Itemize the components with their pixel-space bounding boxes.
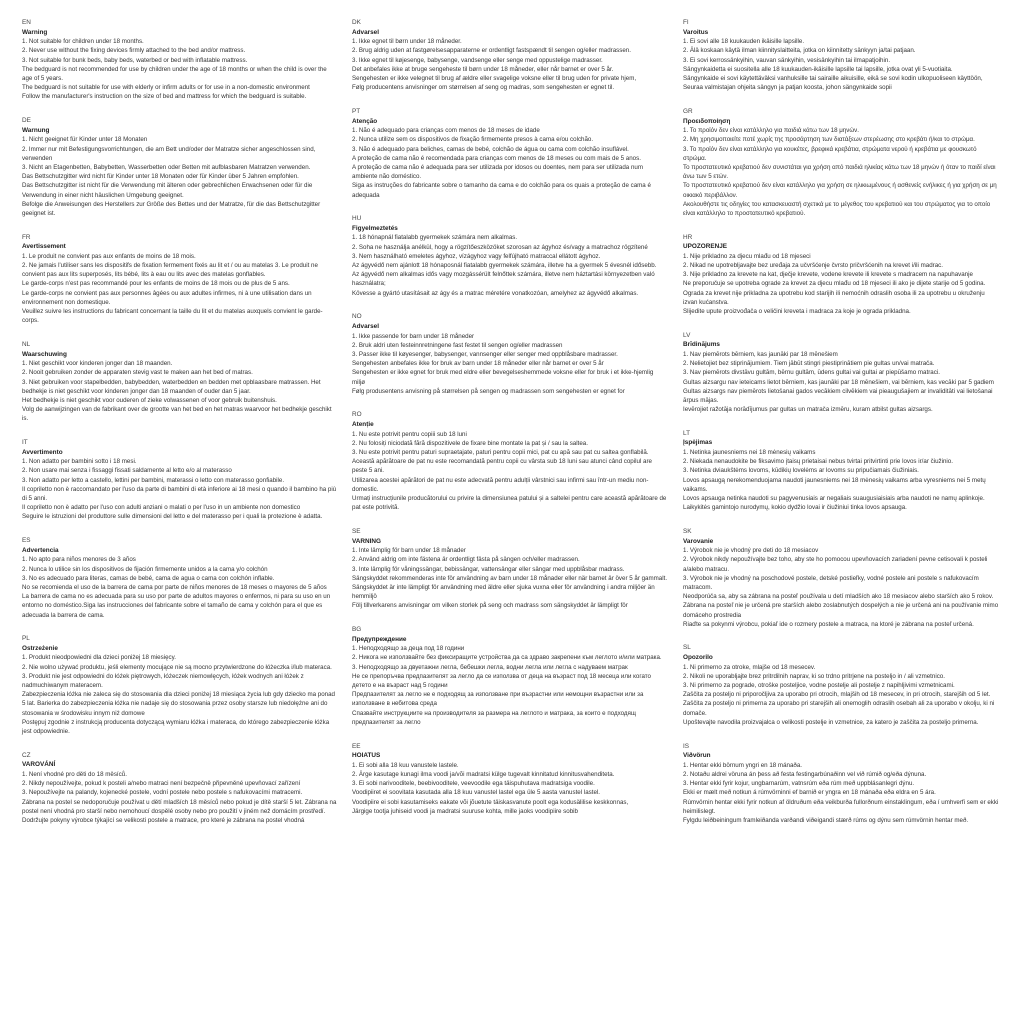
language-code: DE <box>22 117 31 125</box>
warning-section-hr <box>683 233 999 317</box>
warning-line: Sängynkaidetta ei suositella alle 18 kuukauden-ikäisille lapsille tai lapsille, jotka ovat yli 5-vuotiaita. <box>683 65 953 73</box>
language-code: SK <box>683 527 692 535</box>
warning-heading: VARNING <box>352 537 381 545</box>
warning-section-lt <box>683 429 999 513</box>
warning-line: Følg producentens anvisninger om størrelsen af seng og madras, som sengehesten er egnet til. <box>352 84 615 92</box>
warning-line: 1. Výrobok nie je vhodný pre deti do 18 mesiacov <box>683 547 819 555</box>
warning-line: Postępuj zgodnie z instrukcją producenta dotyczącą wymiaru łóżka i materaca, do którego zabezpieczenie łóżka jest odpowiednie. <box>22 718 330 736</box>
warning-line: Το προστατευτικό κρεβατιού δεν συνιστάται για χρήση από παιδιά ηλικίας κάτω των 18 μηνών ή όταν το παιδί είναι άνω των 5 ετών. <box>683 163 996 181</box>
language-code: SE <box>352 527 361 535</box>
warning-heading: Advarsel <box>352 28 379 36</box>
warning-line: 1. Ei sovi alle 18 kuukauden ikäisille lapsille. <box>683 38 805 46</box>
warning-line: 1. Ikke passende for barn under 18 måneder <box>352 332 475 340</box>
warning-line: 2. Výrobok nikdy nepoužívajte bez toho, aby ste ho pomocou upevňovacích zariadení pevne cetisovali k posteli a/alebo matracu. <box>683 556 988 573</box>
warning-line: 1. Inte lämplig för barn under 18 månader <box>352 547 466 555</box>
language-code: LT <box>683 429 690 437</box>
language-code: PL <box>22 635 30 643</box>
warning-heading: Warnung <box>22 126 50 134</box>
warning-line: Följ tillverkarens anvisningar om vilken storlek på seng och madrass som sängskyddet är lämpligt för <box>352 602 628 610</box>
warning-line: 3. Passer ikke til køyesenger, babysenger, vannsenger eller senger med oppblåsbare madrasser. <box>352 350 618 358</box>
warning-heading: Brīdinājums <box>683 341 720 349</box>
language-code: HR <box>683 233 693 241</box>
warning-line: 2. Nelietojiet bez stiprinājumiem. Tiem jābūt stingri piestiprinātiem pie gultas un/vai matrača. <box>683 360 935 368</box>
language-code: NL <box>22 340 31 348</box>
warning-line: Το προστατευτικό κρεβατιού δεν είναι κατάλληλο για χρήση σε ηλικιωμένους ή ασθενείς ενήλικες ή για χρήση σε μη οικιακό περιβάλλον. <box>683 182 997 199</box>
warning-line: Slijedite upute proizvođača o veličini kreveta i madraca za koje je ograda prikladna. <box>683 308 911 316</box>
warning-heading: Atenție <box>352 421 374 429</box>
warning-heading: UPOZORENJE <box>683 243 728 251</box>
warning-line: Zabezpieczenia łóżka nie zaleca się do stosowania dla dzieci poniżej 18 miesiąca życia lub gdy dziecko ma ponad 5 lat. Barierka do zabezpieczenia łóżka nie nadaje się do stosowania przez osoby starsze lub niedołężne ani do stosowania w środowisku innym niż domowe <box>22 691 335 717</box>
warning-line: Le garde-corps n'est pas recommandé pour les enfants de moins de 18 mois ou de plus de 5 ans. <box>22 280 290 288</box>
warning-line: Sengehesten er ikke egnet for bruk med eldre eller bevegelseshemmede voksne eller for bruk i et ikke-hjemlig miljø <box>352 369 654 386</box>
language-code: EN <box>22 19 31 26</box>
warning-line: Laikykitės gamintojo nurodymų, kokio dydžio lovai ir čiužiniui tinka lovos apsauga. <box>683 504 907 512</box>
language-code: FI <box>683 19 689 26</box>
warning-line: 1. Netinka jaunesniems nei 18 mėnesių vaikams <box>683 449 816 457</box>
warning-line: The bedguard is not suitable for use with elderly or infirm adults or for use in a non-domestic environment <box>22 84 310 92</box>
warning-section-bg <box>352 625 668 727</box>
language-code: FR <box>22 233 31 241</box>
warning-line: 3. Ikke egnet til køjesenge, babysenge, vandsenge eller senge med oppustelige madrasser. <box>352 56 603 64</box>
warning-line: Sängynkaide ei sovi käytettäväksi vanhuksille tai sairaille aikuisille, eikä se sovi kodin ulkopuoliseen käyttöön, <box>683 75 983 82</box>
column-left <box>22 18 338 840</box>
warning-line: 2. Никога не използвайте без фиксиращите устройства да са здраво закрепени към леглото и/или матрака. <box>352 654 662 662</box>
warning-line: 3. Výrobok nie je vhodný na poschodové postele, detské postieľky, vodné postele ani postele s nafukovacím matracom. <box>683 574 979 591</box>
warning-line: Ne preporučuje se upotreba ograde za krevet za djecu mlađu od 18 mjeseci ili ako je dijete starije od 5 godina. <box>683 280 986 288</box>
warning-line: 1. Não é adequado para crianças com menos de 18 meses de idade <box>352 127 540 135</box>
warning-line: 2. Bruk aldri uten festeinnretningene fast festet til sengen og/eller madrassen <box>352 341 563 349</box>
warning-line: Riaďte sa pokynmi výrobcu, pokiaľ ide o rozmery postele a matraca, na ktoré je zábrana na posteľ určená. <box>683 620 974 628</box>
warning-heading: Advarsel <box>352 322 379 330</box>
warning-line: 2. Nunca lo utilice sin los dispositivos de fijación firmemente unidos a la cama y/o colchón <box>22 565 268 573</box>
warning-line: 1. No apto para niños menores de 3 años <box>22 556 136 564</box>
warning-line: 1. Ni primerno za otroke, mlajše od 18 mesecev. <box>683 663 816 671</box>
warning-line: Veuillez suivre les instructions du fabricant concernant la taille du lit et du matelas auxquels convient le garde-corps. <box>22 308 323 325</box>
language-code: NO <box>352 313 362 321</box>
warning-line: 2. Brug aldrig uden at fastgørelsesapparaterne er ordentligt fastspændt til sengen og/eller madrassen. <box>352 47 631 55</box>
warning-heading: Atenção <box>352 117 378 125</box>
warning-line: 1. Ei sobi alla 18 kuu vanustele lastele. <box>352 761 459 769</box>
warning-line: Das Bettschutzgitter ist nicht für die Verwendung mit älteren oder gebrechlichen Erwachsenen oder für die Verwendung in einer nicht häuslichen Umgebung geeignet. <box>22 182 313 199</box>
warning-line: Această apărătoare de pat nu este recomandată pentru copii cu vârsta sub 18 luni sau atunci când copilul are peste 5 ani. <box>352 458 652 475</box>
warning-line: Sengehesten anbefales ikke for bruk av barn under 18 måneder eller når barnet er over 5 år <box>352 360 604 368</box>
warning-line: 2. Notaðu aldrei vöruna án þess að festa festingarbúnaðinn vel við rúmið og/eða dýnuna. <box>683 770 927 778</box>
warning-line: 2. Immer nur mit Befestigungsvorrichtungen, die am Bett und/oder der Matratze sicher angeschlossen sind, verwenden <box>22 145 316 162</box>
warning-section-it <box>22 438 338 522</box>
warning-heading: Avertissement <box>22 243 66 251</box>
warning-heading: Įspėjimas <box>683 439 713 447</box>
warning-line: Järgige tootja juhiseid voodi ja madratsi suuruse kohta, mille jaoks voodipiire sobib <box>352 807 578 815</box>
warning-heading: Varoitus <box>683 28 709 36</box>
warning-line: 3. Nije prikladno za krevete na kat, dječje krevete, vodene krevete ili krevete s madracem na napuhavanje <box>683 271 973 279</box>
warning-line: 1. Produkt nieodpowiedni dla dzieci poniżej 18 miesięcy. <box>22 654 176 662</box>
warning-line: 3. Produkt nie jest odpowiedni do łóżek piętrowych, łóżeczek niemowlęcych, łóżek wodnych ani łóżek z nadmuchiwanym materacem. <box>22 672 304 690</box>
warning-line: 3. Hentar ekki fyrir kojur, ungbarnarúm, vatnsrúm eða rúm með uppblásanlegri dýnu. <box>683 780 915 788</box>
warning-section-cz <box>22 751 338 825</box>
warning-line: Befolge die Anweisungen des Herstellers zur Größe des Bettes und der Matratze, für die das Bettschutzgitter geeignet ist. <box>22 200 321 217</box>
warning-section-pt <box>352 107 668 200</box>
warning-heading: Viðvörun <box>683 752 711 760</box>
warning-line: 3. Nu este potrivit pentru paturi supraetajate, paturi pentru copii mici, pat cu apă sau pat cu saltea gonflabilă. <box>352 449 649 457</box>
warning-line: Zaščita za posteljo ni primerna za uporabo pri starejših ali onemoglih odraslih osebah ali za uporabo v okolju, ki ni domače. <box>683 700 995 717</box>
language-code: LV <box>683 331 691 339</box>
warning-line: Zaščita za posteljo ni priporočljiva za uporabo pri otrocih, mlajših od 18 mesecev, in pri otrocih, starejših od 5 let. <box>683 691 991 699</box>
warning-line: 3. No es adecuado para literas, camas de bebé, cama de agua o cama con colchón inflable. <box>22 574 275 582</box>
warning-line: 1. Non adatto per bambini sotto i 18 mesi. <box>22 458 137 466</box>
warning-line: Zábrana na posteľ nie je určená pre starších alebo zoslabnutých dospelých a nie je určená ani na používanie mimo domáceho prostredia <box>683 602 999 619</box>
warning-line: Det anbefales ikke at bruge sengeheste til børn under 18 måneder, eller når barnet er over 5 år. <box>352 65 614 73</box>
warning-line: Ekki er mælt með notkun á rúmvörninni ef barnið er yngra en 18 mánaða eða eldra en 5 ára. <box>683 789 936 797</box>
warning-line: 2. Nooit gebruiken zonder de apparaten stevig vast te maken aan het bed of matras. <box>22 369 253 377</box>
warning-line: 2. Älä koskaan käytä ilman kiinnityslaitteita, jotka on kiinnitetty sänkyyn ja/tai patjaan. <box>683 47 916 55</box>
warning-line: Le garde-corps ne convient pas aux personnes âgées ou aux adultes infirmes, ni à une utilisation dans un environnement non domestique. <box>22 289 312 306</box>
warning-line: Voodipiire ei sobi kasutamiseks eakate või jõuetute täiskasvanute poolt ega kodusälilise keskkonnas, <box>352 798 629 806</box>
warning-line: 2. Nie wolno używać produktu, jeśli elementy mocujące nie są mocno przytwierdzone do łóżeczka i/lub materaca. <box>22 663 332 671</box>
warning-section-se <box>352 527 668 611</box>
warning-line: Kövesse a gyártó utasításait az ágy és a matrac méretére vonatkozóan, amelyhez az ágyvédő alkalmas. <box>352 289 639 297</box>
warning-line: 1. Το προϊόν δεν είναι κατάλληλο για παιδιά κάτω των 18 μηνών. <box>683 127 859 135</box>
warning-line: 3. Not suitable for bunk beds, baby beds, waterbed or bed with inflatable mattress. <box>22 56 248 64</box>
warning-heading: Предупреждение <box>352 635 407 643</box>
warning-line: 1. Ikke egnet til børn under 18 måneder. <box>352 38 462 46</box>
language-code: SL <box>683 644 691 652</box>
warning-section-nl <box>22 340 338 424</box>
warning-line: 3. Το προϊόν δεν είναι κατάλληλο για κουκέτες, βρεφικά κρεβάτια, στρώματα νερού ή κρεβάτια με φουσκωτό στρώμα. <box>683 145 977 162</box>
warning-section-sk <box>683 527 999 629</box>
warning-line: Il copriletto non è adatto per l'uso con adulti anziani o malati o per l'uso in un ambiente non domestico <box>22 504 301 512</box>
warning-heading: Avvertimento <box>22 448 63 456</box>
warning-line: 1. Není vhodné pro děti do 18 měsíců. <box>22 770 127 778</box>
warning-line: No se recomienda el uso de la barrera de cama por parte de niños menores de 18 meses o mayores de 5 años <box>22 583 327 591</box>
warning-line: Zábrana na postel se nedoporučuje používat u dětí mladších 18 měsíců nebo pokud je dítě starší 5 let. Zábrana na postel není vhodná pro starší nebo nemohoucí dospělé osoby nebo pro použití v jiném než domácím prostředí. Dodržujte pokyny výrobce týkající se velikosti postele a matrace, pro které je zábrana na postel vhodná <box>22 798 337 824</box>
language-code: IS <box>683 742 690 750</box>
warning-heading: Advertencia <box>22 546 59 554</box>
warning-line: 3. Inte lämplig för våningssängar, bebissängar, vattensängar eller sängar med uppblåsbar madrass. <box>352 565 625 573</box>
warning-line: Upoštevajte navodila proizvajalca o velikosti postelje in vzmetnice, za katero je zaščita za posteljo primerna. <box>683 718 979 726</box>
warning-heading: Figyelmeztetés <box>352 224 398 232</box>
warning-section-de <box>22 116 338 218</box>
warning-line: 3. Nicht an Etagenbetten, Babybetten, Wasserbetten oder Betten mit aufblasbaren Matratzen verwenden. <box>22 163 311 171</box>
warning-heading: Waarschuwing <box>22 350 67 358</box>
warning-line: 2. Nunca utilize sem os dispositivos de fixação firmemente presos à cama e/ou colchão. <box>352 136 594 144</box>
warning-line: A proteção de cama não é adequada para ser utilizada por idosos ou doentes, nem para ser utilizada num ambiente não doméstico. <box>352 163 643 181</box>
warning-line: 3. Ni primerno za pograde, otroške posteljice, vodne postelje ali postelje z napihljivimi vzmetnicami. <box>683 682 955 690</box>
warning-section-is <box>683 742 999 826</box>
warning-line: 1. Le produit ne convient pas aux enfants de moins de 18 mois. <box>22 252 196 260</box>
language-code: CZ <box>22 751 31 759</box>
warning-line: 2. Non usare mai senza i fissaggi fissati saldamente al letto e/o al materasso <box>22 467 232 475</box>
warning-line: The bedguard is not recommended for use by children under the age of 18 months or when the child is over the age of 5 years. <box>22 65 327 82</box>
warning-line: Seuraa valmistajan ohjeita sängyn ja patjan koosta, johon sängynkaide sopii <box>683 84 892 92</box>
warning-line: 3. Niet gebruiken voor stapelbedden, babybedden, waterbedden en bedden met opblaasbare matrassen. Het bedhekje is niet geschikt voor kinderen jonger dan 18 maanden of ouder dan 5 jaar. <box>22 378 321 395</box>
warning-line: 1. Hentar ekki börnum yngri en 18 mánaða. <box>683 761 803 769</box>
warning-line: 3. Неподходящо за двуетажни легла, бебешки легла, водни легла или легла с надуваем матрак <box>352 663 628 671</box>
warning-line: 3. Nem használható emeletes ágyhoz, vízágyhoz vagy felfújható matraccal ellátott ágyhoz. <box>352 252 601 260</box>
warning-line: 2. Soha ne használja anélkül, hogy a rögzítőeszközöket szorosan az ágyhoz és/vagy a matrachoz rögzítené <box>352 243 648 251</box>
warning-line: Følg produsentens anvisning på størrelsen på sengen og madrassen som sengehesten er egnet for <box>352 387 625 395</box>
warning-line: 3. Non adatto per letto a castello, lettini per bambini, materassi o letto con materasso gonfiabile. <box>22 476 285 484</box>
warning-line: 2. Ärge kasutage kunagi ilma voodi ja/või madratsi külge tugevalt kinnitatud kinnitusvahenditeta. <box>352 770 615 778</box>
warning-section-lv <box>683 331 999 415</box>
warning-line: Rúmvörnin hentar ekki fyrir notkun af öldruðum eða veikburða fullorðnum einstaklingum, eða í umhverfi sem er ekki heimilislegt. <box>683 798 999 815</box>
warning-line: 1. Niet geschikt voor kinderen jonger dan 18 maanden. <box>22 360 173 368</box>
warning-line: Ακολουθήστε τις οδηγίες του κατασκευαστή σχετικά με το μέγεθος του κρεβατιού και του στρώματος για το οποίο είναι κατάλληλο το προστατευτικό κρεβατιού. <box>683 200 991 217</box>
warning-section-pl <box>22 634 338 736</box>
warning-line: 3. Nav piemērots divstāvu gultām, bērnu gultām, ūdens gultai vai gultai ar piepūšamo matraci. <box>683 369 940 377</box>
warning-line: Sengehesten er ikke velegnet til brug af ældre eller svagelige voksne eller til brug uden for private hjem, <box>352 75 637 82</box>
language-code: PT <box>352 107 361 115</box>
warning-line: 3. Netinka dviaukštėms lovoms, kūdikių lovelėms ar lovoms su pripučiamais čiužiniais. <box>683 467 919 475</box>
warning-section-no <box>352 312 668 396</box>
warning-line: Lovos apsaugą nerekomenduojama naudoti jaunesniems nei 18 mėnesių vaikams arba vyresniems nei 5 metų vaikams. <box>683 476 986 493</box>
warning-line: 2. Nu folosiți niciodată fără dispozitivele de fixare bine montate la pat și / sau la saltea. <box>352 439 588 447</box>
warning-line: Het bedhekje is niet geschikt voor ouderen of zieke volwassenen of voor gebruik buitenshuis. <box>22 396 277 404</box>
warning-line: Follow the manufacturer's instruction on the size of bed and mattress for which the bedguard is suitable. <box>22 93 307 101</box>
warning-line: 3. Ei sobi narivooditele, beebivooditele, veevoodile ega täispuhutava madratsiga voodile. <box>352 780 595 788</box>
warning-line: Utilizarea acestei apărători de pat nu este adecvată pentru adulții vârstnici sau infirmi sau într-un mediu non-domestic. <box>352 476 649 493</box>
language-code: ES <box>22 537 31 545</box>
warning-section-en <box>22 18 338 102</box>
warning-heading: Προειδοποίηση <box>683 117 731 125</box>
warning-line: Neodporúča sa, aby sa zábrana na posteľ používala u detí mladších ako 18 mesiacov alebo starších ako 5 rokov. <box>683 593 994 601</box>
warning-line: 2. Använd aldrig om inte fästena är ordentligt fästa på sängen och/eller madrassen. <box>352 556 580 564</box>
warning-section-fi <box>683 18 999 92</box>
warning-line: Az ágyvédő nem alkalmas idős vagy mozgássérült felnőttek számára, illetve nem háztartási környezetben való használatra; <box>352 271 655 288</box>
warning-line: Gultas aizsargu nav ieteicams lietot bērniem, kas jaunāki par 18 mēnešiem, vai bērniem, kas vecāki par 5 gadiem <box>683 378 994 386</box>
warning-section-fr <box>22 233 338 326</box>
warning-line: Urmați instrucțiunile producătorului cu privire la dimensiunea patului și a saltelei pentru care această apărătoare de pat este potrivită. <box>352 495 667 512</box>
warning-line: Sängskyddet rekommenderas inte för användning av barn under 18 månader eller när barnet är över 5 år gammalt. <box>352 574 668 582</box>
warning-line: Ograda za krevet nije prikladna za upotrebu kod starijih ili nemoćnih odraslih osoba ili za upotrebu u okruženju izvan kućanstva. <box>683 289 985 306</box>
warning-section-gr <box>683 107 999 218</box>
warning-line: 3. Nepoužívejte na palandy, kojenecké postele, vodní postele nebo postele s nafukovacími matracemi. <box>22 789 303 797</box>
warning-line: A proteção de cama não é recomendada para crianças com menos de 18 meses ou com mais de 5 anos. <box>352 154 641 162</box>
warning-line: 1. Nu este potrivit pentru copiii sub 18 luni <box>352 430 467 438</box>
warning-heading: Warning <box>22 28 48 36</box>
warning-line: 2. Nikoli ne uporabljajte brez pritrdilnih naprav, ki so trdno pritrjene na posteljo in / ali vzmetnico. <box>683 672 945 680</box>
warning-line: 3. Não é adequado para beliches, camas de bebé, colchão de água ou cama com colchão insuflável. <box>352 145 629 153</box>
warning-line: 1. 18 hónapnál fiatalabb gyermekek számára nem alkalmas. <box>352 234 518 242</box>
warning-line: Gultas aizsargs nav piemērots lietošanai gados vecākiem cilvēkiem vai pieaugušajiem ar invaliditāti vai lietošanai ārpus mājas. <box>683 387 993 404</box>
language-code: RO <box>352 411 362 419</box>
warning-line: La barrera de cama no es adecuada para su uso por parte de adultos mayores o enfermos, ni para su uso en un entorno no doméstico.Siga las instrucciones del fabricante sobre el tamaño de cama y colchón para el que es adecuada la barrera de cama. <box>22 593 331 619</box>
column-right <box>683 18 999 840</box>
warning-line: Az ágyvédő nem ajánlott 18 hónaposnál fiatalabb gyermekek számára, illetve ha a gyermek 5 évesnél idősebb. <box>352 262 657 270</box>
language-code: DK <box>352 19 361 26</box>
warning-line: Не се препоръчва предпазителят за легло да се използва от деца на възраст под 18 месеца или когато детето е на възраст над 5 години <box>352 672 651 690</box>
language-code: HU <box>352 215 362 223</box>
warning-line: 2. Niekada nenaudokite be fiksavimo įtaisų prietaisai nebus tvirtai pritvirtinti prie lovos ir/ar čiužinio. <box>683 458 953 466</box>
warning-section-hu <box>352 214 668 298</box>
warning-line: Il copriletto non è raccomandato per l'uso da parte di bambini di età inferiore ai 18 mesi o quando il bambino ha più di 5 anni. <box>22 485 337 503</box>
warning-line: 1. Not suitable for children under 18 months. <box>22 38 144 46</box>
warning-line: Предпазителят за легло не е подходящ за използване при възрастни или немощни възрастни или за използване в небитова среда <box>352 691 644 708</box>
warning-section-sl <box>683 643 999 727</box>
warning-section-ro <box>352 410 668 512</box>
warning-line: Ievērojiet ražotāja norādījumus par gultas un matrača izmēru, kuram atbilst gultas aizsargs. <box>683 406 933 414</box>
warning-line: Siga as instruções do fabricante sobre o tamanho da cama e do colchão para os quais a proteção de cama é adequada <box>352 182 651 199</box>
warning-line: 3. Ei sovi kerrossänkyihin, vauvan sänkyihin, vesisänkyihin tai ilmapatjoihin. <box>683 56 891 64</box>
warning-line: Seguire le istruzioni del produttore sulle dimensioni del letto e del materasso per i quali la protezione è adatta. <box>22 513 323 521</box>
warning-section-dk <box>352 18 668 92</box>
warning-section-es <box>22 536 338 620</box>
column-middle <box>352 18 668 830</box>
warning-heading: VAROVÁNÍ <box>22 761 56 769</box>
warning-heading: Ostrzeżenie <box>22 644 58 652</box>
warning-line: Fylgdu leiðbeiningum framleiðanda varðandi viðeigandi stærð rúms og dýnu sem rúmvörnin hentar með. <box>683 816 969 824</box>
language-code: IT <box>22 439 28 447</box>
warning-line: 1. Nicht geeignet für Kinder unter 18 Monaten <box>22 136 148 144</box>
warning-line: Volg de aanwijzingen van de fabrikant over de grootte van het bed en het matras waarvoor het bedhekje geschikt is. <box>22 406 332 423</box>
language-code: BG <box>352 626 362 634</box>
warning-line: Sängskyddet är inte lämpligt för användning med äldre eller sjuka vuxna eller för användning i andra miljöer än hemmiljö <box>352 583 655 601</box>
warning-line: 1. Nije prikladno za djecu mlađu od 18 mjeseci <box>683 252 811 260</box>
warning-line: 1. Nav piemērots bērniem, kas jaunāki par 18 mēnešiem <box>683 350 838 358</box>
warning-line: 2. Μη χρησιμοποιείτε ποτέ χωρίς της προσάρτηση των διατάξεων στερέωσης στο κρεβάτι ή/και το στρώμα. <box>683 136 975 144</box>
warning-line: 2. Nikdy nepoužívejte, pokud k posteli a/nebo matraci není bezpečně připevněné upevňovací zařízení <box>22 780 301 788</box>
warning-line: 2. Never use without the fixing devices firmly attached to the bed and/or mattress. <box>22 47 246 55</box>
warning-line: 2. Ne jamais l'utiliser sans les dispositifs de fixation fermement fixés au lit et / ou au matelas 3. Le produit ne convient pas aux lits superposés, lits bébé, lits à eau ou lits avec des matelas gonflables. <box>22 262 318 279</box>
warning-line: Lovos apsauga netinka naudoti su pagyvenusiais ar negaliais suaugusiaisiais arba naudoti ne namų aplinkoje. <box>683 495 985 503</box>
warning-line: Спазвайте инструкциите на производителя за размера на леглото и матрака, за които е подходящ предпазителят за легло <box>352 709 636 726</box>
warning-line: Das Bettschutzgitter wird nicht für Kinder unter 18 Monaten oder für Kinder über 5 Jahren empfohlen. <box>22 173 299 181</box>
warning-line: 1. Неподходящо за деца под 18 години <box>352 645 465 653</box>
warning-section-ee <box>352 742 668 816</box>
language-code: GR <box>683 107 693 115</box>
warning-heading: Opozorilo <box>683 654 713 662</box>
warning-heading: Varovanie <box>683 537 714 545</box>
language-code: EE <box>352 742 361 750</box>
warning-line: Voodipiiret ei soovitata kasutada alla 18 kuu vanustel lastel ega üle 5 aasta vanustel lastel. <box>352 789 601 797</box>
warning-line: 2. Nikad ne upotrebljavajte bez uređaja za učvršćenje čvrsto pričvršćenih na krevet i/ili madrac. <box>683 262 943 270</box>
warning-heading: HOIATUS <box>352 752 381 760</box>
